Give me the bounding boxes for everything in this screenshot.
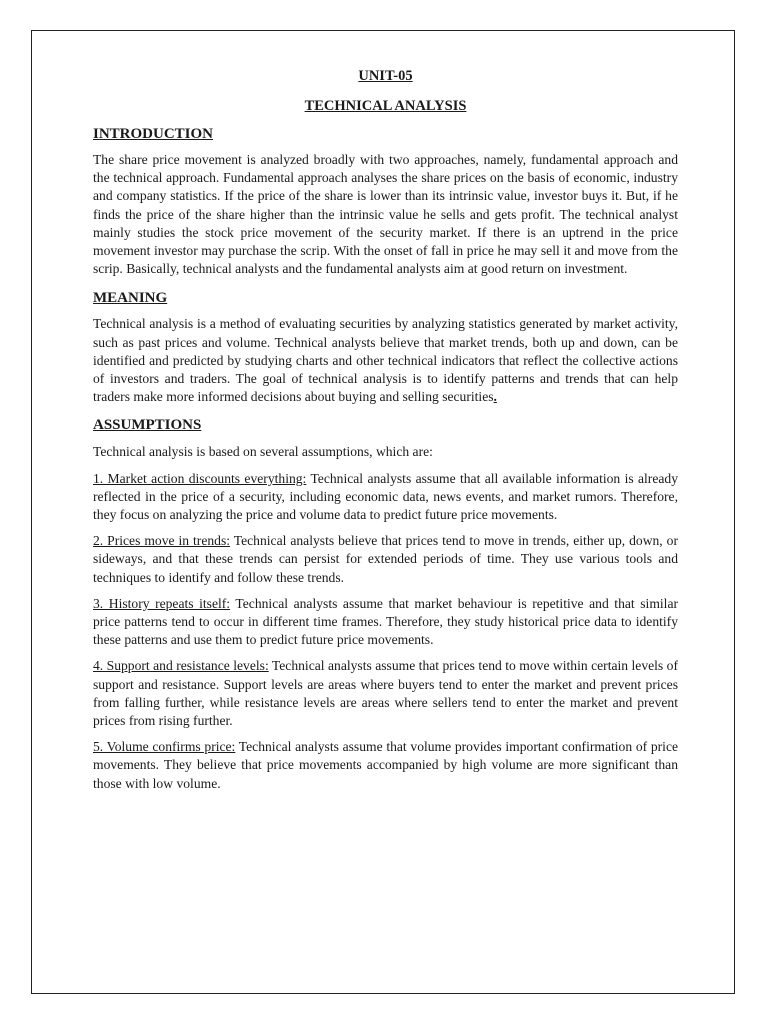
assumption-item	[93, 657, 678, 730]
assumption-item	[93, 738, 678, 793]
assumptions-intro: Technical analysis is based on several assumptions, which are:	[93, 444, 433, 460]
assumption-term: 5. Volume confirms price:	[93, 739, 236, 755]
document-title: TECHNICAL ANALYSIS	[304, 98, 467, 114]
assumption-item	[93, 532, 678, 587]
unit-title: UNIT-05	[358, 68, 413, 84]
meaning-text: Technical analysis is a method of evaluating securities by analyzing statistics generated by market activity, such as past prices and volume. Technical analysts believe that market trends, both up and down, can be identified and predicted by studying charts and other technical indicators that reflect the collective actions of investors and traders. The goal of technical analysis is to identify patterns and trends that can help traders make more informed decisions about buying and selling securities	[93, 316, 678, 405]
assumption-text: Technical analysts assume that all available information is already reflected in the price of a security, including economic data, news events, and market rumors. Therefore, they focus on analyzing the price and volume data to predict future price movements.	[93, 470, 678, 523]
assumption-text: Technical analysts assume that prices tend to move within certain levels of support and resistance. Support levels are areas where buyers tend to enter the market and prevent prices from falling further, while resistance levels are areas where sellers tend to enter the market and prevent prices from rising further.	[93, 658, 678, 729]
assumptions-heading: ASSUMPTIONS	[93, 417, 202, 434]
meaning-paragraph	[93, 315, 678, 406]
assumption-text: Technical analysts believe that prices tend to move in trends, either up, down, or sideways, and that these trends can persist for extended periods of time. They use various tools and techniques to identify and follow these trends.	[93, 533, 678, 585]
assumption-term: 1. Market action discounts everything:	[93, 470, 307, 486]
assumption-text: Technical analysts assume that market behaviour is repetitive and that similar price patterns tend to occur in different time frames. Therefore, they study historical price data to identify these patterns and use them to predict future price movements.	[93, 595, 679, 648]
assumption-term: 3. History repeats itself:	[93, 595, 231, 611]
meaning-heading: MEANING	[93, 290, 168, 307]
introduction-heading: INTRODUCTION	[93, 126, 214, 142]
introduction-paragraph: The share price movement is analyzed broadly with two approaches, namely, fundamental approach and the technical approach. Fundamental approach analyses the share prices on the basis of economic, industry and company statistics. If the price of the share is lower than its intrinsic value, investor buys it. But, if he finds the price of the share higher than the intrinsic value he sells and gets profit. The technical analyst mainly studies the stock price movement of the security market. If there is an uptrend in the price movement investor may purchase the scrip. With the onset of fall in price he may sell it and move from the scrip. Basically, technical analysts and the fundamental analysts aim at good return on investment.	[93, 152, 678, 277]
assumption-term: 2. Prices move in trends:	[93, 533, 231, 549]
meaning-end-mark: .	[493, 389, 497, 405]
assumption-item	[93, 595, 678, 650]
assumption-text: Technical analysts assume that volume provides important confirmation of price movements. They believe that price movements accompanied by high volume are more significant than those with low volume.	[93, 739, 679, 791]
assumption-item	[93, 470, 678, 525]
assumption-term: 4. Support and resistance levels:	[93, 658, 269, 674]
document-content	[93, 66, 678, 793]
